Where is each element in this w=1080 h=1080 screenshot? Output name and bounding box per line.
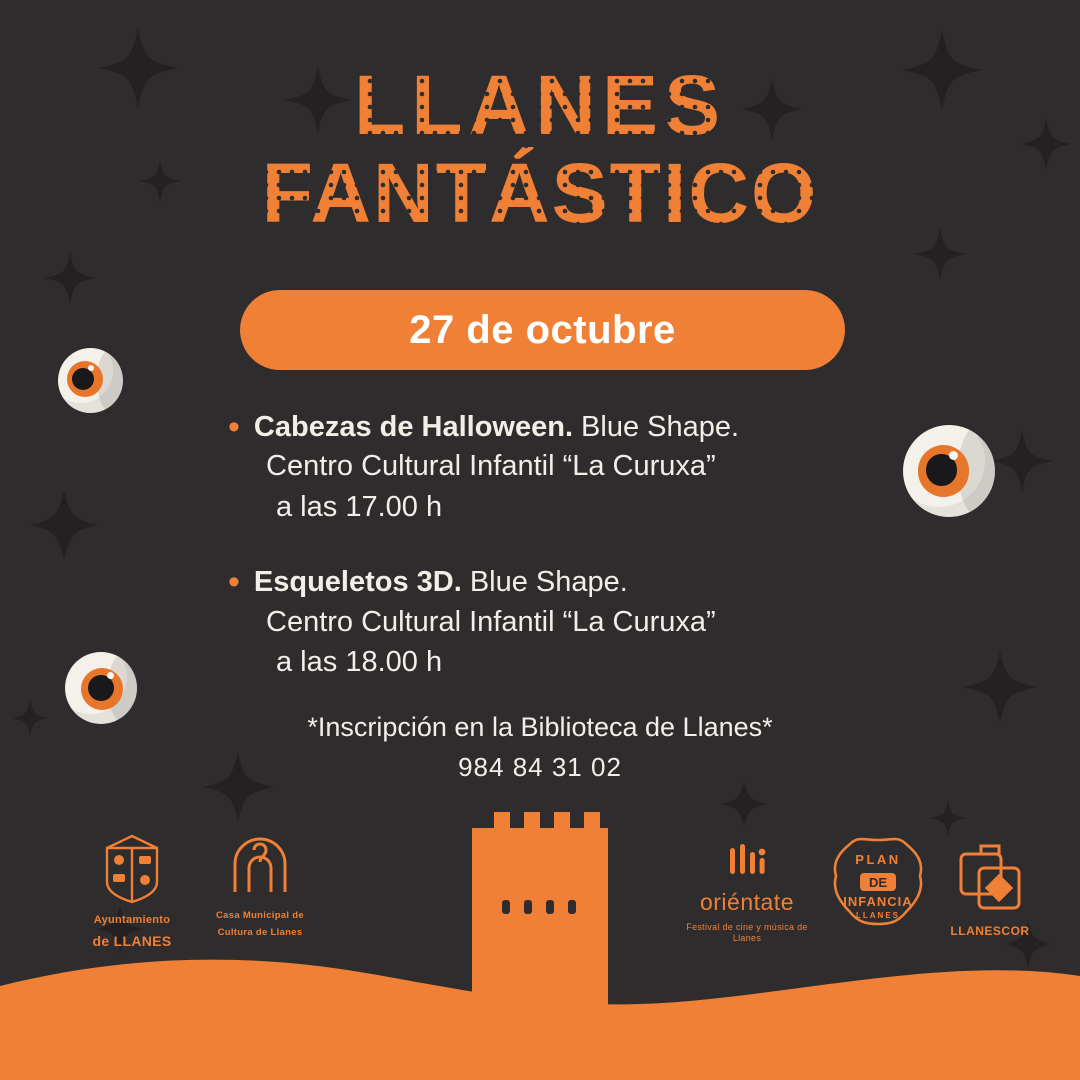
event-time: a las 17.00 h xyxy=(276,490,443,523)
logo-plan-infancia xyxy=(828,836,928,933)
svg-text:FANTÁSTICO: FANTÁSTICO xyxy=(261,146,819,240)
eyeball-decoration xyxy=(58,348,123,413)
logo-ayuntamiento-line2: de LLANES xyxy=(92,932,172,949)
casa-cultura-icon xyxy=(225,834,295,900)
sponsor-logos xyxy=(0,830,1080,960)
logo-ayuntamiento-line1: Ayuntamiento xyxy=(93,913,171,926)
ground-wave xyxy=(0,950,1080,1080)
svg-text:INFANCIA: INFANCIA xyxy=(843,894,913,909)
logo-llanescor-label: LLANESCOR xyxy=(950,923,1030,938)
event-list xyxy=(228,408,888,711)
event-name: Esqueletos 3D. xyxy=(253,566,462,599)
event-name: Cabezas de Halloween. xyxy=(253,411,574,443)
bullet-icon: • xyxy=(228,563,240,602)
bullet-icon: • xyxy=(228,408,240,446)
list-item xyxy=(228,408,888,527)
logo-orientate-name: oriéntate xyxy=(699,888,794,915)
eyeball-decoration xyxy=(65,652,137,724)
logo-casa-cultura-line1: Casa Municipal de xyxy=(216,909,304,921)
event-provider: Blue Shape. xyxy=(469,566,628,599)
event-provider: Blue Shape. xyxy=(581,411,740,443)
svg-text:LLANES: LLANES xyxy=(856,911,900,920)
eyeball-decoration xyxy=(903,425,995,517)
svg-text:LLANES: LLANES xyxy=(354,62,726,152)
logo-ayuntamiento xyxy=(72,830,192,950)
event-place: Centro Cultural Infantil “La Curuxa” xyxy=(266,605,716,638)
logo-casa-cultura-line2: Cultura de Llanes xyxy=(217,926,303,938)
svg-text:DE: DE xyxy=(868,875,888,890)
logo-orientate xyxy=(672,844,822,944)
date-label: 27 de octubre xyxy=(409,307,676,352)
ayuntamiento-crest-icon xyxy=(99,830,165,904)
phone-number: 984 84 31 02 xyxy=(458,752,622,782)
date-pill xyxy=(240,290,845,370)
logo-casa-cultura xyxy=(200,834,320,939)
logo-llanescor xyxy=(940,840,1040,939)
list-item xyxy=(228,563,888,682)
registration-note: *Inscripción en la Biblioteca de Llanes* xyxy=(307,712,773,742)
plan-infancia-icon xyxy=(832,836,924,928)
logo-orientate-tagline: Festival de cine y música de Llanes xyxy=(686,921,808,943)
title-text-svg xyxy=(0,62,1080,252)
orientate-mark-icon xyxy=(724,844,770,878)
svg-text:PLAN: PLAN xyxy=(855,852,901,867)
event-time: a las 18.00 h xyxy=(276,646,443,679)
llanescor-icon xyxy=(955,840,1025,914)
poster-title xyxy=(0,62,1080,257)
event-place: Centro Cultural Infantil “La Curuxa” xyxy=(266,450,716,483)
